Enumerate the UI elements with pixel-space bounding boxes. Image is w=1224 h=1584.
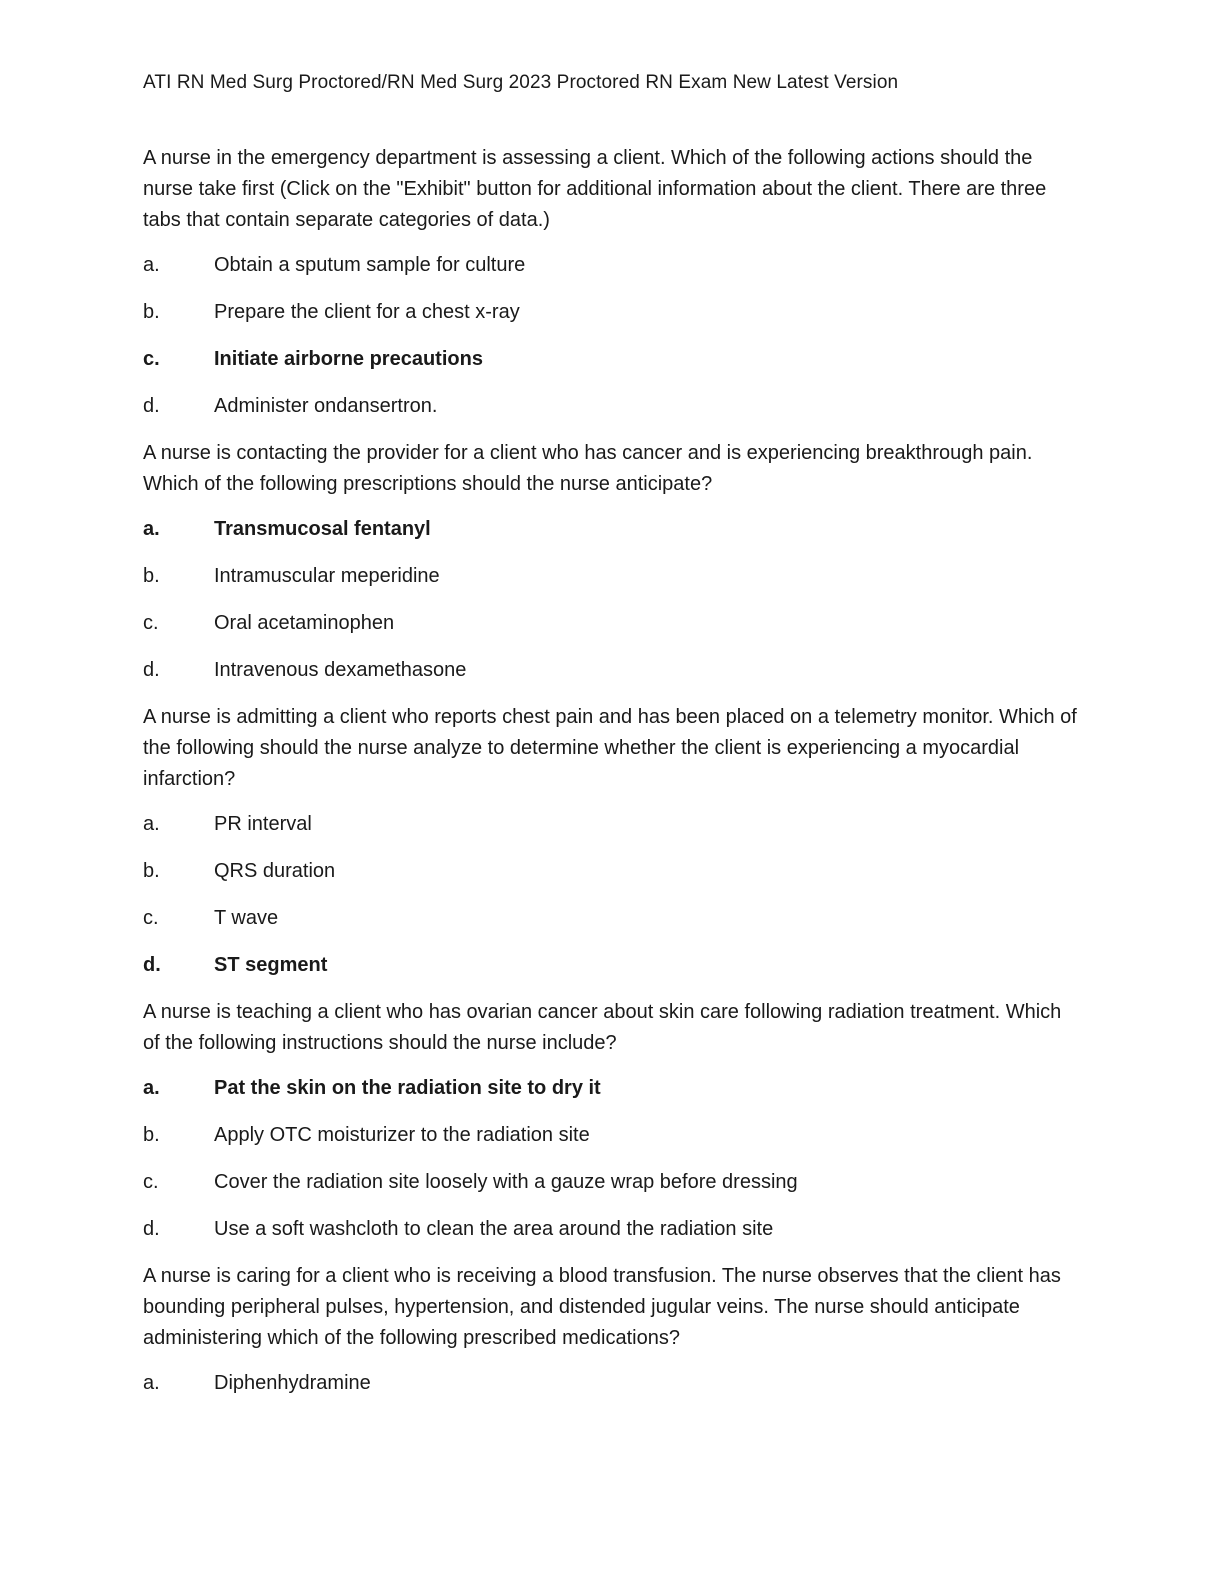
answer-option	[143, 1120, 1078, 1151]
question-stem: A nurse is teaching a client who has ovarian cancer about skin care following radiation treatment. Which of the following instructions should the nurse include?	[143, 1001, 1062, 1054]
option-text: Prepare the client for a chest x-ray	[214, 301, 520, 323]
option-text: Diphenhydramine	[214, 1372, 371, 1394]
answer-option-correct	[143, 1073, 1078, 1104]
question-block	[143, 997, 1078, 1245]
answer-option	[143, 903, 1078, 934]
option-text: Oral acetaminophen	[214, 612, 395, 634]
question-block	[143, 438, 1078, 686]
answer-option	[143, 655, 1078, 686]
answer-option	[143, 391, 1078, 422]
answer-option	[143, 250, 1078, 281]
option-letter: a.	[143, 254, 160, 276]
answer-option	[143, 1167, 1078, 1198]
option-letter: a.	[143, 813, 160, 835]
question-stem: A nurse in the emergency department is assessing a client. Which of the following actions should the nurse take first (Click on the "Exhibit" button for additional information about the client. There are three tabs that contain separate categories of data.)	[143, 147, 1047, 231]
option-text: Obtain a sputum sample for culture	[214, 254, 526, 276]
question-stem: A nurse is contacting the provider for a client who has cancer and is experiencing breakthrough pain. Which of the following prescriptions should the nurse anticipate?	[143, 442, 1033, 495]
question-block	[143, 702, 1078, 981]
option-letter: b.	[143, 565, 160, 587]
option-text: Use a soft washcloth to clean the area around the radiation site	[214, 1218, 774, 1240]
option-letter: d.	[143, 1218, 160, 1240]
option-text: Intravenous dexamethasone	[214, 659, 467, 681]
option-text: Cover the radiation site loosely with a gauze wrap before dressing	[214, 1171, 798, 1193]
question-stem: A nurse is caring for a client who is receiving a blood transfusion. The nurse observes that the client has bounding peripheral pulses, hypertension, and distended jugular veins. The nurse should anticipate administering which of the following prescribed medications?	[143, 1265, 1061, 1349]
option-letter: b.	[143, 1124, 160, 1146]
question-block	[143, 1261, 1078, 1399]
option-text: Transmucosal fentanyl	[214, 518, 431, 540]
answer-option	[143, 856, 1078, 887]
answer-option	[143, 608, 1078, 639]
option-letter: a.	[143, 1372, 160, 1394]
option-text: Administer ondansertron.	[214, 395, 438, 417]
option-letter: c.	[143, 612, 159, 634]
option-text: PR interval	[214, 813, 312, 835]
option-letter: c.	[143, 1171, 159, 1193]
option-text: ST segment	[214, 954, 328, 976]
answer-option	[143, 561, 1078, 592]
option-letter: b.	[143, 860, 160, 882]
option-letter: c.	[143, 907, 159, 929]
question-stem: A nurse is admitting a client who reports chest pain and has been placed on a telemetry monitor. Which of the following should the nurse analyze to determine whether the client is experiencing a myocardial infarction?	[143, 706, 1077, 790]
option-text: Initiate airborne precautions	[214, 348, 483, 370]
option-letter: d.	[143, 395, 160, 417]
option-letter: d.	[143, 954, 161, 976]
answer-option-correct	[143, 514, 1078, 545]
question-block	[143, 143, 1078, 422]
option-text: QRS duration	[214, 860, 336, 882]
answer-option	[143, 1368, 1078, 1399]
question-list	[143, 143, 1078, 1415]
option-letter: d.	[143, 659, 160, 681]
option-text: Intramuscular meperidine	[214, 565, 440, 587]
page-header: ATI RN Med Surg Proctored/RN Med Surg 2023 Proctored RN Exam New Latest Version	[143, 72, 899, 93]
option-letter: a.	[143, 518, 160, 540]
option-text: T wave	[214, 907, 279, 929]
answer-option	[143, 297, 1078, 328]
option-text: Pat the skin on the radiation site to dry it	[214, 1077, 601, 1099]
answer-option-correct	[143, 344, 1078, 375]
option-text: Apply OTC moisturizer to the radiation site	[214, 1124, 590, 1146]
answer-option	[143, 1214, 1078, 1245]
answer-option	[143, 809, 1078, 840]
option-letter: a.	[143, 1077, 160, 1099]
answer-option-correct	[143, 950, 1078, 981]
option-letter: c.	[143, 348, 160, 370]
option-letter: b.	[143, 301, 160, 323]
